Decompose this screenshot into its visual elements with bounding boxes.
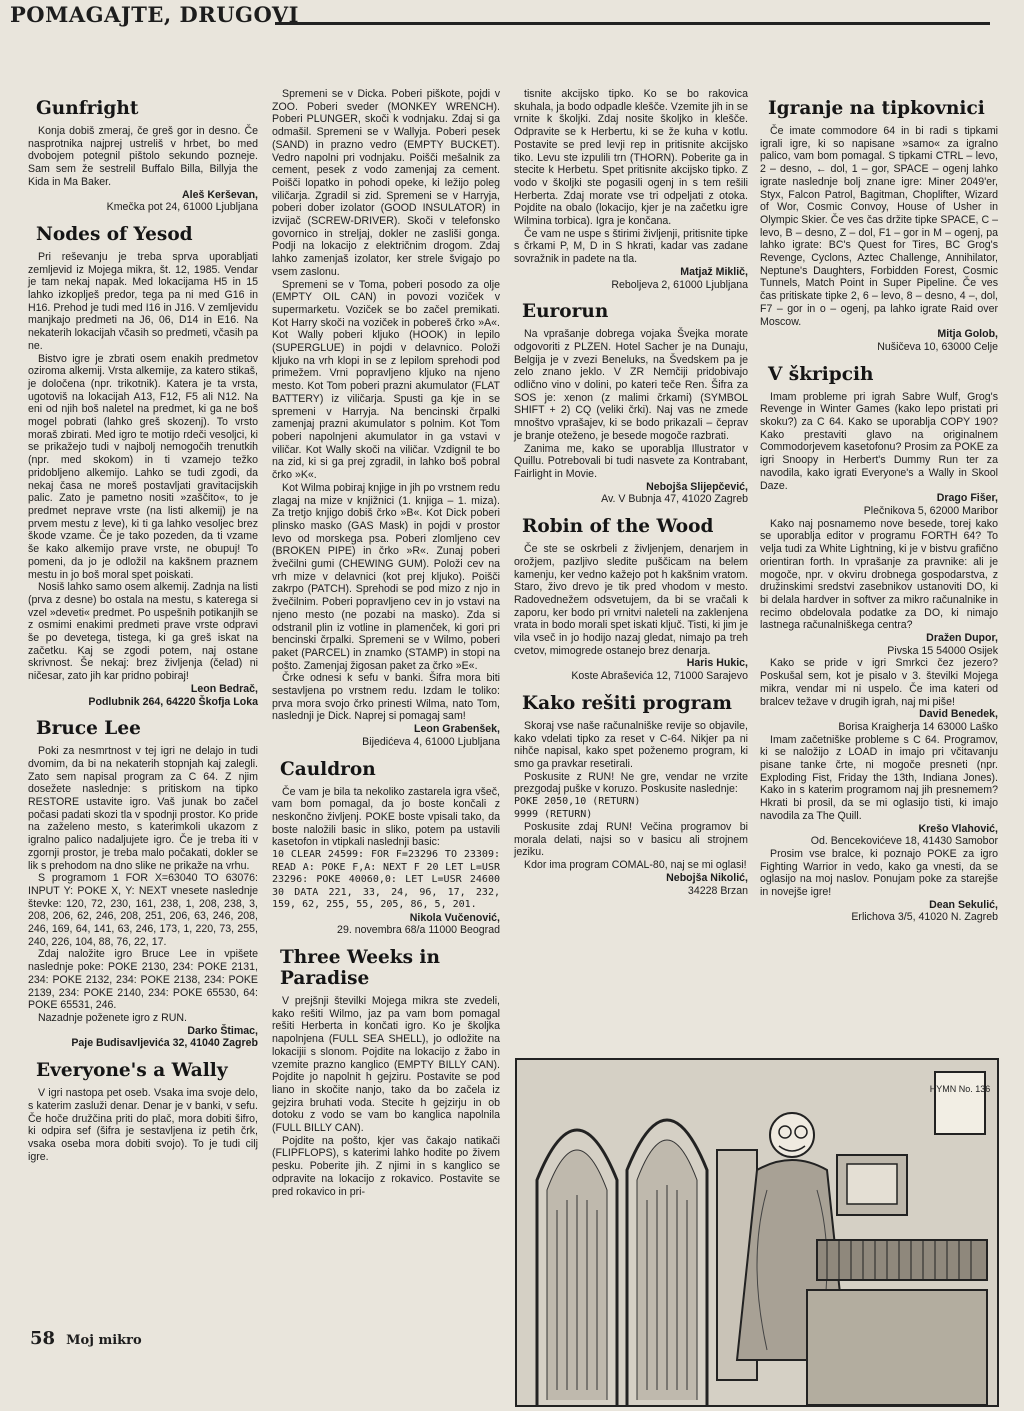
article-paragraph: V igri nastopa pet oseb. Vsaka ima svoje delo, s katerim zasluži denar. Denar je v banki, v sefu. Če hoče družčina priti do plač, mora dobiti šifro, ki odpira sef (šifra je sestavljena iz petih črk, vsaka oseba mora dobiti svojo). To je tudi cilj igre. <box>28 1087 258 1163</box>
letter-author-name: Dean Sekulić, <box>929 898 998 911</box>
article-paragraph: Poki za nesmrtnost v tej igri ne delajo in tudi dvomim, da bi na nekaterih stopnjah kaj zalegli. Zato sem napisal program za C 64. Z njim dosežete naslednje: s pritiskom na tipko RESTORE ustavite igro. Vaš junak bo začel počasi padati skozi tla v spodnji prostor. Ko pride na zaželeno mesto, s katerimkoli ukazom z igralno palico nadaljujete igro. Če je treba iti v zgornji prostor, je treba malo počakati, dokler se lik s prehodom na dno slike ne prikaže na vrhu. <box>28 745 258 872</box>
author-name-text: Darko Štimac, <box>187 1024 258 1037</box>
section-title: POMAGAJTE, DRUGOVI <box>10 2 299 27</box>
article-paragraph: Zdaj naložite igro Bruce Lee in vpišete naslednje poke: POKE 2130, 234: POKE 2131, 234: POKE 2132, 234: POKE 2138, 234: POKE 2139, 234: POKE 2140, 234: POKE 65530, 64: POKE 65531, 246. <box>28 948 258 1012</box>
hymn-sign: HYMN No. 136 <box>929 1084 991 1094</box>
article-paragraph: Nazadnje poženete igro z RUN. <box>38 1012 187 1024</box>
article-paragraph: Poskusite z RUN! Ne gre, vendar ne vrzite prezgodaj puške v koruzo. Poskusite naslednje: <box>514 770 748 796</box>
code-listing: 10 CLEAR 24599: FOR F=23296 TO 23309: READ A: POKE F,A: NEXT F 20 LET L=USR 23296: POKE 40060,0: LET L=USR 24600 30 DATA 221, 33, 24, 96, 17, 232, 159, 62, 255, 55, 205, 86, 5, 201. <box>272 849 507 911</box>
article-heading: Gunfright <box>36 98 139 119</box>
article-heading: V škripcih <box>768 363 874 385</box>
article-heading: Eurorun <box>522 301 609 323</box>
author-name-text: Haris Hukic, <box>686 657 748 670</box>
article-paragraph: Če vam je bila ta nekoliko zastarela igra všeč, vam bom pomagal, da jo boste končali z neskončno življenj. POKE boste vpisali tako, da boste naložili basic in sliko, potem pa ustavili kasetofon in vtipkali naslednji basic: <box>272 785 500 849</box>
letter-address: Plečnikova 5, 62000 Maribor <box>863 504 998 517</box>
article <box>272 88 500 749</box>
page-footer <box>30 1328 142 1349</box>
header-rule <box>275 22 990 25</box>
article-paragraph: Spremeni se v Toma, poberi posodo za olje (EMPTY OIL CAN) in povozi voziček v supermarketu. Voziček se bo začel premikati. Kot Harry skoči na voziček in pobereš črko »A«. Kot Wally poberi kljuko (HOOK) in lepilo (SUPERGLUE) in pojdi v delavnico. Položi kljuko na vrh klopi in se z lepilom sprehodi pod primežem. Vrni popravljeno kljuko na njeno mesto. Kot Tom poberi prazni akumulator (FLAT BATTERY) iz viličarja. Spusti ga kje in se spremeni v Harryja. Na bencinski črpalki zamenjaj prazni akumulator s polnim. Kot Tom poberi napolnjeni akumulator in ga vstavi v viličar. Kot Wally skoči na viličar. Vzdignil te bo na zid, ki si ga prej zgradil, in lahko boš pobral črko »K«. <box>272 278 500 482</box>
article-paragraph: Če ste se oskrbeli z življenjem, denarjem in orožjem, pazljivo sledite puščicam na belem kamenju, ker vedno kažejo pot h kakšnim vratom. Staro, živo drevo je tik pred vhodom v mesto. Radovednežem odsvetujem, da bi se vračali k zaporu, ker bodo pri vrnitvi naleteli na zaklenjena vrata in bodo morali spet iskati ključ. Tisti, ki jim je vila vseč in jo hodijo nazaj gledat, nimajo pa treh cvetov, mimogrede ostanejo brez denarja. <box>514 543 748 657</box>
article <box>514 88 748 291</box>
article-paragraph: Če imate commodore 64 in bi radi s tipkami igrali igre, ki so napisane »samo« za igralno palico, vam bom pomagal. S tipkami CTRL – levo, 2 – desno, ← dol, 1 – gor, SPACE – ogenj lahko igrate naslednje bolj znane igre: Miner 2049'er, Styx, Falcon Patrol, Bagitman, Choplifter, Wizard of Wor, Cosmic Convoy, House of Usher in Olympic Skier. Če ves čas držite tipke SPACE, C – levo, B – desno, Z – dol, F1 – gor in M – ogenj, pa lahko igrate: BC's Quest for Tires, BC Grog's Revenge, Cyclons, Aztec Challenge, Annihilator, Neptune's Daughters, Forbidden Forest, Cosmic Tunnels, Match Point in Super Pipeline. Če ves čas pritiskate tipke 2, 6 – levo, 8 – desno, 4 –, dol, F7 – gor in o – ogenj, pa lahko igrate Raid over Moscow. <box>760 125 998 328</box>
author-address: Kmečka pot 24, 61000 Ljubljana <box>106 201 258 214</box>
letter-author-name: Krešo Vlahović, <box>918 822 998 835</box>
article-paragraph: Zanima me, kako se uporablja Illustrator v Quillu. Potrebovali bi tudi nasvete za Kontrabant, Fairlight in Movie. <box>514 442 748 480</box>
author-name-text: Mitja Golob, <box>937 328 998 341</box>
article-paragraph: Nosiš lahko samo osem alkemij. Zadnja na listi (prva z desne) bo ostala na mestu, s katerega si vzel »deveti« predmet. Po uspešnih potikanjih se z osmimi enakimi predmeti prave vrste odpravi še po devetega, tistega, ki ga greš iskat na začetku. Kaj se zgodi potem, naj ostane skrivnost. Še nekaj: brez življenja (čelad) ni ničesar, zato jih kar pridno pobiraj! <box>28 581 258 683</box>
letter-author <box>760 708 998 721</box>
article-paragraph: Poskusite zdaj RUN! Večina programov bi morala delati, najsi so v basicu ali strojnem jeziku. <box>514 821 748 859</box>
author-name-text: Leon Grabenšek, <box>414 723 500 736</box>
letter-text: Kako se pride v igri Smrkci čez jezero? Poskušal sem, kot je pisalo v 3. številki Mojega mikra, vendar mi ni uspelo. Če ima kateri od bralcev težave v drugih igrah, naj mi piše! <box>760 657 998 708</box>
author-name <box>28 189 258 202</box>
author-name-text: Matjaž Miklič, <box>680 265 748 278</box>
article <box>272 758 507 937</box>
letter-address: Borisa Kraigherja 14 63000 Laško <box>838 720 998 733</box>
author-name-text: Nebojša Slijepčević, <box>646 480 748 493</box>
article-heading: Kako rešiti program <box>522 692 732 714</box>
article-paragraph: Če vam ne uspe s štirimi življenji, pritisnite tipke s črkami P, M, D in S hkrati, kadar vas zadane sovražnik in padete na tla. <box>514 227 748 266</box>
author-address: Av. V Bubnja 47, 41020 Zagreb <box>601 493 748 506</box>
magazine-name: Moj mikro <box>66 1333 142 1348</box>
author-name <box>514 266 748 279</box>
author-address: 34228 Brzan <box>687 884 748 897</box>
article-paragraph: Konja dobiš zmeraj, če greš gor in desno. Če nasprotnika najprej ustreliš v hrbet, bo med dvobojem potegnil pištolo sekundo pozneje. Sam sem že sestrelil Buffalo Billa, Billyja the Kida in Ma Baker. <box>28 125 258 188</box>
organ-player-illustration <box>515 1058 999 1407</box>
author-name <box>272 723 500 736</box>
author-address: Koste Abraševića 12, 71000 Sarajevo <box>571 670 748 683</box>
page-number: 58 <box>30 1328 56 1349</box>
article-paragraph: Skoraj vse naše računalniške revije so objavile, kako vdelati tipko za reset v C-64. Nikjer pa ni nihče napisal, kako spet poženemo program, ki smo ga pravkar resetirali. <box>514 719 748 770</box>
article-heading: Bruce Lee <box>36 718 141 740</box>
letter-address: Od. Bencekovićeve 18, 41430 Samobor <box>810 835 998 848</box>
article-paragraph: Kot Wilma pobiraj knjige in jih po vrstnem redu zlagaj na mize v knjižnici (1. knjiga – 1. miza). Za tretjo knjigo dobiš črko »B«. Kot Dick poberi plinsko masko (GAS Mask) in pojdi v prostor levo od morskega psa. Poberi zlomljeno cev (BROKEN PIPE) in črko »R«. Zunaj poberi žvečilni gumi (CHEWING GUM). Položi cev na vrh mize v delavnici (kot prej kljuko). Poišči zakrpo (PATCH). Sprehodi se pod mizo z njo in žvečilnim. Poberi popravljeno cev in jo vstavi na njeno mesto (ne pozabi na masko). Zda si odstranil plin iz votline in plamenček, ki gori pri bencinski črpalki. Spremeni se v Wilmo, poberi paket (PARCEL) in znamko (STAMP) in stopi na pošto. Zamenjaj žigosan paket za črko »E«. <box>272 481 500 672</box>
letter-author <box>760 899 998 912</box>
article <box>28 718 258 1050</box>
author-name-text: Nikola Vučenović, <box>409 911 500 924</box>
author-address: Nušičeva 10, 63000 Celje <box>877 340 998 353</box>
letter-address: Erlichova 3/5, 41020 N. Zagreb <box>851 911 998 924</box>
author-name <box>28 683 258 696</box>
article-paragraph: Pojdite na pošto, kjer vas čakajo natikači (FLIPFLOPS), s katerimi lahko hodite po živem pesku. Poberite jih. Z njimi in s kanglico se odpravite na lokacijo z rokavico. Postavite se pred rokavico in pri- <box>272 1134 500 1198</box>
letter-author-name: Drago Fišer, <box>936 492 998 505</box>
letter-author <box>760 823 998 836</box>
author-name <box>514 657 748 670</box>
author-name <box>272 912 500 925</box>
author-name-text: Leon Bedrač, <box>190 682 258 695</box>
author-address: Bijedićeva 4, 61000 Ljubljana <box>362 735 500 748</box>
article-paragraph: Črke odnesi k sefu v banki. Šifra mora biti sestavljena po vrstnem redu. Izdam le toliko: prva mora svojo črko prinesti Wilma, nato Tom, naslednji je Dick. Naprej si pomagaj sam! <box>272 672 500 723</box>
article-heading: Three Weeks in Paradise <box>280 946 440 989</box>
article-paragraph: Kdor ima program COMAL-80, naj se mi oglasi! <box>524 859 747 872</box>
letter-author <box>760 492 998 505</box>
column-4 <box>760 88 998 924</box>
author-name <box>514 481 748 494</box>
letter-author <box>760 632 998 645</box>
letter-text: Imam začetniške probleme s C 64. Programov, ki se naložijo z LOAD in imajo pri včitavanju pisane tanke črte, ni mogoče presneti (npr. Exploding Fist, Friday the 13th, Indiana Jones). Kako in s katerim programom naj jih presnemem? Hkrati bi prosil, da se mi oglasijo tisti, ki imajo navodila za The Quill. <box>760 733 998 822</box>
letter-author-name: Dražen Dupor, <box>926 632 998 645</box>
author-name <box>514 872 748 885</box>
article <box>28 224 258 708</box>
article <box>760 98 998 354</box>
article-paragraph: tisnite akcijsko tipko. Ko se bo rakovica skuhala, ja bodo odpadle klešče. Vzemite jih in se vrnite k školjki. Zdaj nosite školjko in klešče. Odpravite se k Herbertu, ki se že kuha v kotlu. Postavite se pred levji rep in pritisnite akcijsko tiko. Levu ste izpulili trn (THORN). Poberite ga in stecite k Herbetu. Spet pritisnite akcijsko tipko. Z vodo v školjki ste pogasili ogenj in s tem rešili Herberta. Zdaj morate vse tri odpeljati z otoka. Pojdite na obalo (lokacijo, kjer je na začetku igre Wilmina torbica). Igra je končana. <box>514 88 748 228</box>
article-paragraph: Bistvo igre je zbrati osem enakih predmetov oziroma alkemij. Vrsta alkemije, za katero stikaš, je določena (npr. trikotnik). Katera je ta vrsta, ugotoviš na lokacijah A13, F12, F5 ali N12. Na eni od njih boš naletel na predmet, ki ga ne boš mogel pobrati (lahko greš skozenj). To vrsto moraš zbirati. Med igro te motijo rdeči vesoljci, ki se prikažejo tudi v najbolj nemogočih trenutkih (npr. med skokom) in ti vzamejo težko pridobljeno alkemijo. Lahko se tudi zgodi, da nekaj časa ne moreš postavljati gravitacijskih palic. Zato je pametno nositi »zaščito«, to je predmet neprave vrste (na listi alkemij) je na prvem mestu z leve), ki ti ga lahko vesoljec brez škode vzame. Če je tako pozeden, da ti vzame še kako alkemijo prave vrste, ne obupuj! To pomeni, da jo je odložil na kakšnem praznem mestu in jo boš moral spet poiskati. <box>28 352 258 581</box>
article-heading: Igranje na tipkovnici <box>768 98 985 119</box>
article-paragraph: S programom 1 FOR X=63040 TO 63076: INPUT Y: POKE X, Y: NEXT vnesete naslednje števke: 120, 72, 230, 161, 238, 1, 208, 238, 3, 208, 206, 62, 246, 208, 251, 206, 63, 246, 208, 246, 169, 64, 141, 63, 246, 173, 1, 220, 73, 255, 240, 226, 104, 88, 76, 22, 17. <box>28 872 258 948</box>
letter-text: Kako naj posnamemo nove besede, torej kako se uporablja editor v programu FORTH 64? To velja tudi za White Lightning, ki je v bistvu grafično orientiran forth. In vprašanje za pravnike: ali je mogoče, npr. v okviru drobnega gospodarstva, z družinskimi sredstvi zasebnikov ustanoviti DO, ki bi delala hardver in softver za mikro računalnike in recimo obdelovala podatke za DO, ki nimajo lastnega računalniškega centra? <box>760 517 998 632</box>
article <box>514 301 748 506</box>
article-paragraph: Pri reševanju je treba sprva uporabljati zemljevid iz Mojega mikra, št. 12, 1985. Vendar je tam nekaj napak. Med lokacijama H5 in 15 lahko izkoplješ predor, tega pa ni med G16 in H16. Prehod je tudi med I16 in J16. V zemljevidu manjkajo predmeti na J6, 06, D14 in E16. Na nekaterih lokacijah včasih so predmeti, včasih pa ne. <box>28 250 258 352</box>
page-header <box>10 0 990 34</box>
article <box>514 693 748 897</box>
article-paragraph: Na vprašanje dobrega vojaka Švejka morate odgovoriti z PLZEN. Hotel Sacher je na Dunaju, Belgija je v zvezi Beneluks, na Švedskem pa je zelo znano jeklo. V ZR Nemčiji pridobivajo odlično vino v dolini, po kateri teče Ren. Šifra za SOS je: xenon (z malimi črkami) (SYMBOL SHIFT + 2) CQ (veliki črki). Naj vas ne zmede mnoštvo vprašajev, ki se bodo prikazali – čeprav je branje oteženo, je besede mogoče razbrati. <box>514 328 748 442</box>
author-address: Paje Budisavljevića 32, 41040 Zagreb <box>71 1037 258 1050</box>
code-listing: POKE 2050,10 (RETURN) 9999 (RETURN) <box>514 796 641 820</box>
letter-text: Imam probleme pri igrah Sabre Wulf, Grog's Revenge in Winter Games (kako lepo pristati pri skoku?) za C 64. Kako se uporablja COPY 190? Kako prestaviti glavo na originalnem Commodorjevem kasetofonu? Prosim za POKE za igri Snoopy in Herbert's Dummy Run ter za navodila, kako igrati Everyone's a Wally in Skool Daze. <box>760 390 998 492</box>
article-heading: Robin of the Wood <box>522 516 714 538</box>
article-heading: Cauldron <box>280 758 376 780</box>
letter-text: Prosim vse bralce, ki poznajo POKE za igro Fighting Warrior in vedo, kako ga vnesti, da se oglasijo na moj naslov. Ponujam poke za starejše in novejše igre! <box>760 847 998 899</box>
column-1 <box>28 88 258 1163</box>
letter-address: Pivska 15 54000 Osijek <box>887 644 998 657</box>
illustration-drawing <box>517 1060 997 1405</box>
author-name-text: Nebojša Nikolić, <box>666 871 748 884</box>
article-paragraph: V prejšnji številki Mojega mikra ste zvedeli, kako rešiti Wilmo, jaz pa vam bom pomagal rešiti Herberta in končati igro. Ko je školjka napolnjena (FULL SEA SHELL), jo odložite na lokacijii s slonom. Pojdite na lokacijo z žabo in vzemite prazno kanglico (EMPTY BILLY CAN). Pojdite jo napolnit h gejziru. Postavite se pod liano in skočite nanjo, tako da bo začela iz gejzira bruhati voda. Stecite h gejzirju in ob dotoku z vodo se vam bo kanglica napolnila (FULL BILLY CAN). <box>272 994 500 1135</box>
article-heading: Everyone's a Wally <box>36 1060 228 1082</box>
author-address: Reboljeva 2, 61000 Ljubljana <box>611 278 748 291</box>
author-name <box>760 328 998 341</box>
letter-author-name: David Benedek, <box>919 708 998 721</box>
article-heading: Nodes of Yesod <box>36 223 193 245</box>
author-name <box>28 1025 258 1038</box>
article-paragraph: Spremeni se v Dicka. Poberi piškote, pojdi v ZOO. Poberi sveder (MONKEY WRENCH). Poberi PLUNGER, skoči k vodnjaku. Zdaj si ga odmašil. Spremeni se v Wallyja. Poberi pesek (SAND) in prazno vedro (EMPTY BUCKET). Vedro napolni pri vodnjaku. Poišči mešalnik za cement, pesek z vodo zamenjaj za cement. Poišči lopatko in pohodi opeke, ki ležijo poleg viličarja. Zgradil si zid. Spremeni se v Harryja, poberi dober izolator (GOOD INSULATOR) in izvijač (SCREW-DRIVER). Skoči v telefonsko govornico in streljaj, dokler ne zasliši gonga. Podji na lokacijo z električnim drogom. Zdaj lahko zamenjaš izolator, ker strele švigajo po vsem zaslonu. <box>272 88 500 278</box>
article <box>28 98 258 214</box>
column-2 <box>272 88 507 1198</box>
author-address: 29. novembra 68/a 11000 Beograd <box>337 924 500 937</box>
article <box>272 947 500 1198</box>
article <box>28 1060 258 1163</box>
author-address: Podlubnik 264, 64220 Škofja Loka <box>88 695 258 708</box>
column-3 <box>514 88 748 897</box>
author-name-text: Aleš Kerševan, <box>182 188 258 201</box>
article <box>514 516 748 683</box>
article <box>760 364 998 925</box>
